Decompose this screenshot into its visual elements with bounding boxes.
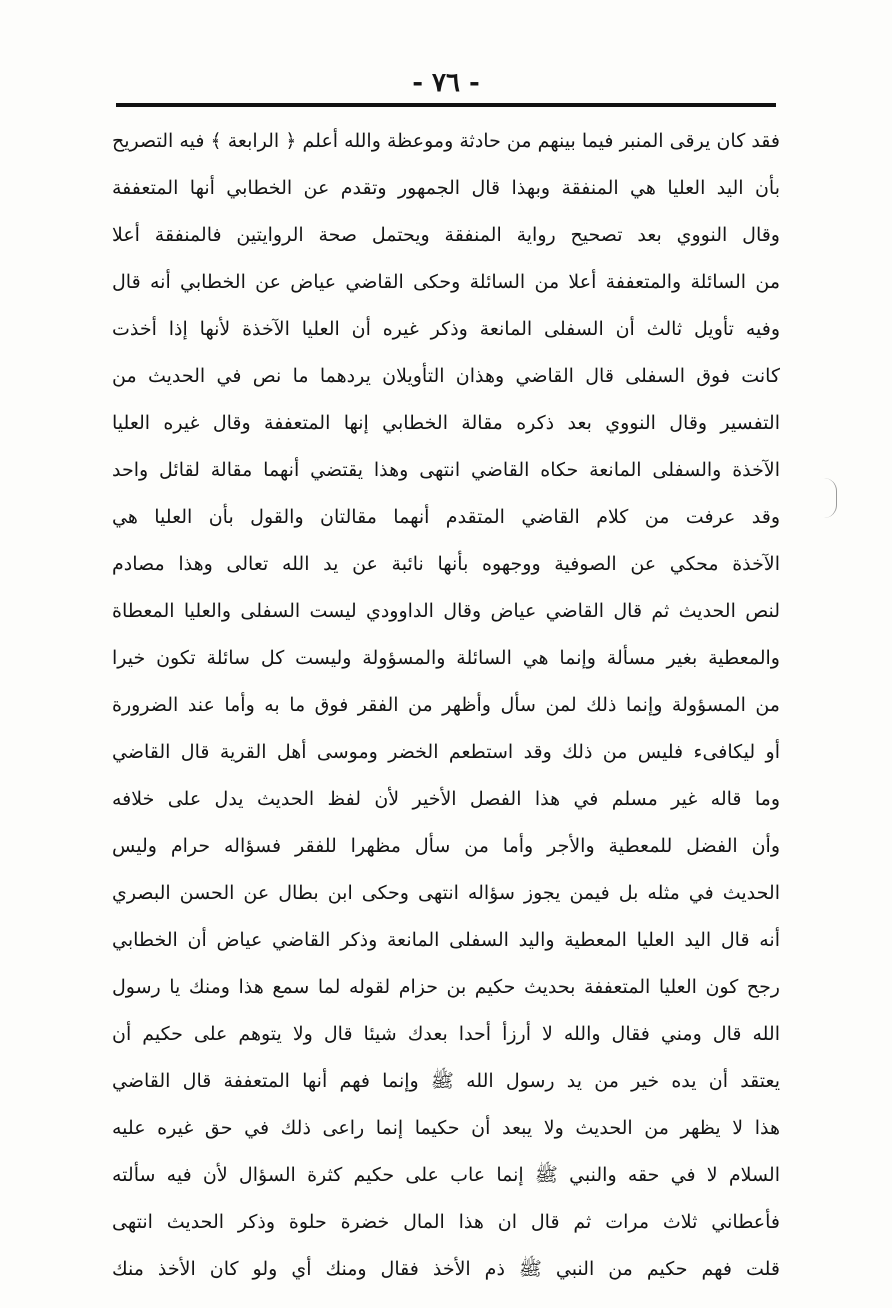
text-line: وقال النووي بعد تصحيح رواية المنفقة ويحتمل صحة الروايتين فالمنفقة أعلا	[112, 224, 780, 246]
text-line: الحديث في مثله بل فيمن يجوز سؤاله انتهى وحكى ابن بطال عن الحسن البصري	[112, 882, 780, 904]
text-line: فقد كان يرقى المنبر فيما بينهم من حادثة وموعظة والله أعلم ﴿ الرابعة ﴾ فيه التصريح	[112, 130, 780, 152]
text-line: كانت فوق السفلى قال القاضي وهذان التأويلان يردهما ما نص في الحديث من	[112, 365, 780, 387]
page-number: - ٧٦ -	[412, 68, 480, 98]
text-line: وقد عرفت من كلام القاضي المتقدم أنهما مقالتان والقول بأن العليا هي	[112, 506, 780, 528]
text-line: من المسؤولة وإنما ذلك لمن سأل وأظهر من الفقر فوق ما به وأما عند الضرورة	[112, 694, 780, 716]
text-line: وما قاله غير مسلم في هذا الفصل الأخير لأن لفظ الحديث يدل على خلافه	[112, 788, 780, 810]
body-text	[112, 118, 780, 1293]
text-line: الآخذة والسفلى المانعة حكاه القاضي انتهى وهذا يقتضي أنهما مقالة لقائل واحد	[112, 459, 780, 481]
text-line: الآخذة محكي عن الصوفية ووجهوه بأنها نائبة عن يد الله تعالى وهذا مصادم	[112, 553, 780, 575]
margin-bracket-mark	[824, 478, 837, 518]
text-line: بأن اليد العليا هي المنفقة وبهذا قال الجمهور وتقدم عن الخطابي أنها المتعففة	[112, 177, 780, 199]
text-line: أنه قال اليد العليا المعطية واليد السفلى المانعة وذكر القاضي عياض أن الخطابي	[112, 929, 780, 951]
header-rule	[116, 103, 776, 107]
text-line: وفيه تأويل ثالث أن السفلى المانعة وذكر غيره أن العليا الآخذة لأنها إذا أخذت	[112, 318, 780, 340]
text-line: السلام لا في حقه والنبي ﷺ إنما عاب على حكيم كثرة السؤال لأن فيه سألته	[112, 1164, 780, 1186]
text-line: والمعطية بغير مسألة وإنما هي السائلة والمسؤولة وليست كل سائلة تكون خيرا	[112, 647, 780, 669]
text-line: رجح كون العليا المتعففة بحديث حكيم بن حزام لقوله لما سمع هذا ومنك يا رسول	[112, 976, 780, 998]
text-line: يعتقد أن يده خير من يد رسول الله ﷺ وإنما فهم أنها المتعففة قال القاضي	[112, 1070, 780, 1092]
text-line: أو ليكافىء فليس من ذلك وقد استطعم الخضر وموسى أهل القرية قال القاضي	[112, 741, 780, 763]
text-line: التفسير وقال النووي بعد ذكره مقالة الخطابي إنها المتعففة وقال غيره العليا	[112, 412, 780, 434]
text-line: هذا لا يظهر من الحديث ولا يبعد أن حكيما إنما راعى ذلك في حق غيره عليه	[112, 1117, 780, 1139]
text-line: لنص الحديث ثم قال القاضي عياض وقال الداوودي ليست السفلى والعليا المعطاة	[112, 600, 780, 622]
text-line: من السائلة والمتعففة أعلا من السائلة وحكى القاضي عياض عن الخطابي أنه قال	[112, 271, 780, 293]
text-line: قلت فهم حكيم من النبي ﷺ ذم الأخذ فقال ومنك أي ولو كان الأخذ منك	[112, 1258, 780, 1280]
text-line: الله قال ومني فقال والله لا أرزأ أحدا بعدك شيئا قال ولا يتوهم على حكيم أن	[112, 1023, 780, 1045]
text-line: وأن الفضل للمعطية والأجر وأما من سأل مظهرا للفقر فسؤاله حرام وليس	[112, 835, 780, 857]
text-line: فأعطاني ثلاث مرات ثم قال ان هذا المال خضرة حلوة وذكر الحديث انتهى	[112, 1211, 780, 1233]
